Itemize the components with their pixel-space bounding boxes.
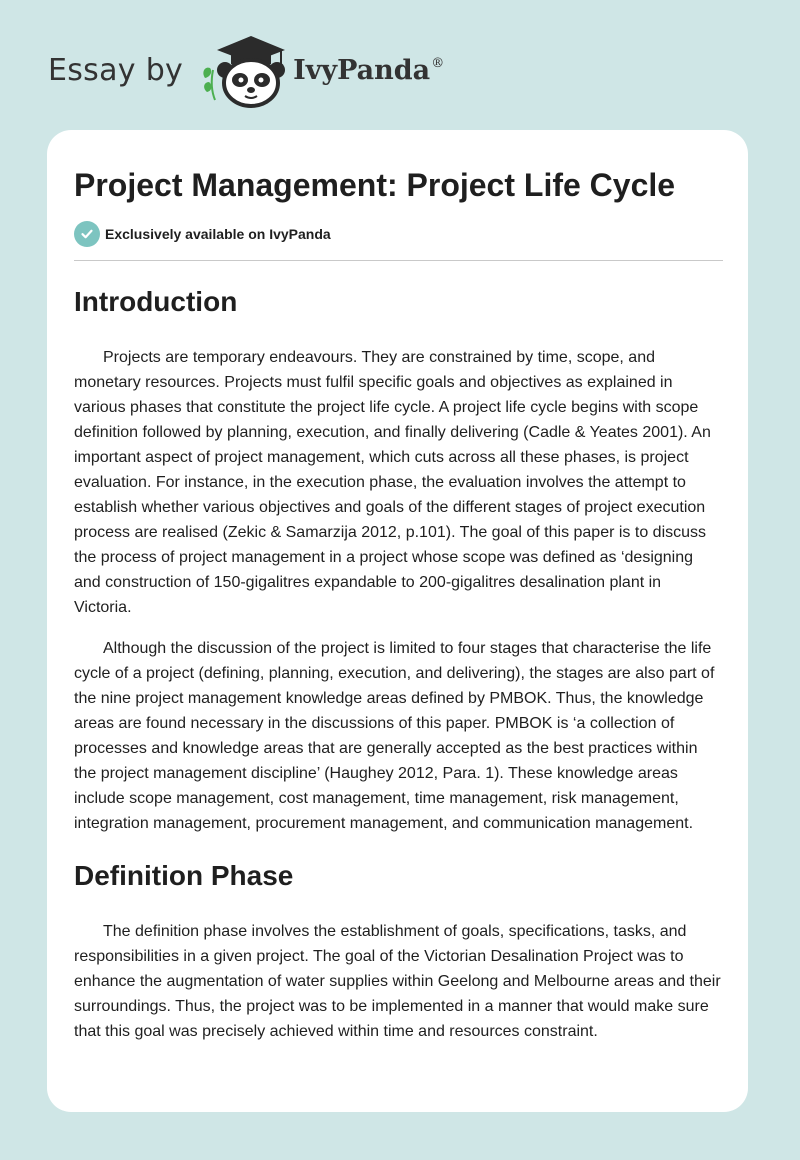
section-heading-definition-phase: Definition Phase <box>74 860 294 891</box>
paragraph: Projects are temporary endeavours. They are constrained by time, scope, and monetary resources. Projects must fulfil specific goals and objectives as explained in various phases that constitute the project life cycle. A project life cycle begins with scope definition followed by planning, execution, and finally delivering (Cadle & Yeates 2001). An important aspect of project management, which cuts across all these phases, is project evaluation. For instance, in the execution phase, the evaluation involves the attempt to establish whether various objectives and goals of the different stages of project execution process are realised (Zekic & Samarzija 2012, p.101). The goal of this paper is to discuss the process of project management in a project whose scope was defined as ‘designing and construction of 150-gigalitres expandable to 200-gigalitres desalination plant in Victoria. <box>74 349 711 616</box>
divider <box>74 260 723 261</box>
section-heading-introduction: Introduction <box>74 286 238 317</box>
essay-card <box>47 130 748 1112</box>
brand-header <box>48 30 444 110</box>
check-circle-icon <box>74 221 100 247</box>
badge-label: Exclusively available on IvyPanda <box>105 226 331 242</box>
paragraph: Although the discussion of the project is limited to four stages that characterise the life cycle of a project (defining, planning, execution, and delivering), the stages are also part of the nine project management knowledge areas defined by PMBOK. Thus, the knowledge areas are found necessary in the discussions of this paper. PMBOK is ‘a collection of processes and knowledge areas that are generally accepted as the best practices within the project management discipline’ (Haughey 2012, Para. 1). These knowledge areas include scope management, cost management, time management, risk management, integration management, procurement management, and communication management. <box>74 640 715 832</box>
brand-name: IvyPanda® <box>293 54 445 86</box>
brand-prefix: Essay by <box>48 52 184 88</box>
exclusive-badge <box>74 220 722 248</box>
registered-mark: ® <box>431 55 445 71</box>
page-title: Project Management: Project Life Cycle <box>74 167 676 203</box>
paragraph: The definition phase involves the establishment of goals, specifications, tasks, and responsibilities in a given project. The goal of the Victorian Desalination Project was to enhance the augmentation of water supplies within Geelong and Melbourne areas and their surroundings. Thus, the project was to be implemented in a manner that would make sure that this goal was precisely achieved within time and resources constraint. <box>74 923 721 1040</box>
panda-logo-icon <box>197 30 293 110</box>
